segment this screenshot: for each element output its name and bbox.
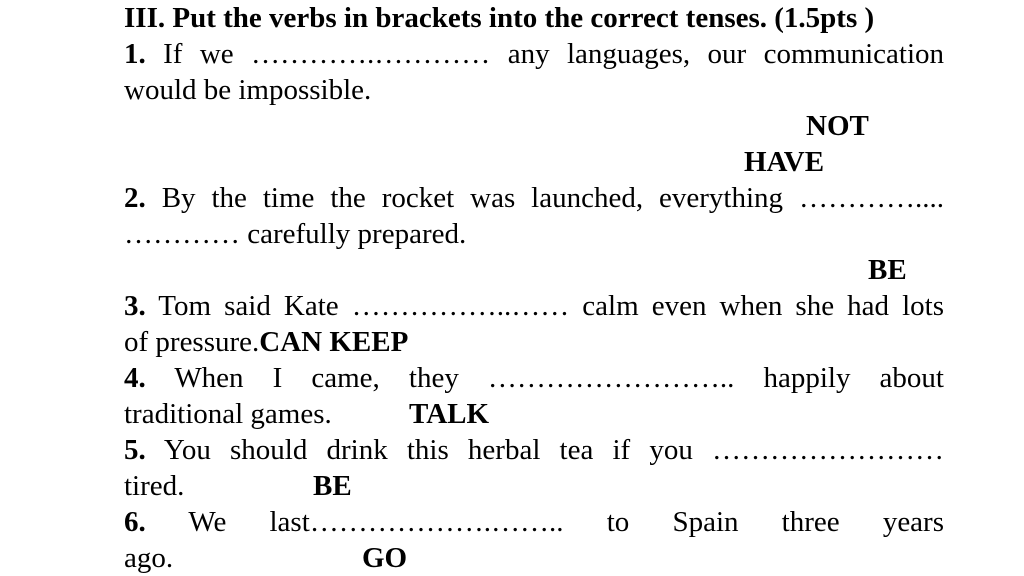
question-4-line-2: traditional games.	[124, 398, 332, 430]
question-text: of pressure.	[124, 326, 260, 358]
question-1-line-1	[124, 36, 944, 72]
question-text: When I came, they …………………….. happily about	[174, 362, 944, 394]
question-1-line-2: would be impossible.	[124, 74, 372, 106]
question-3-line-2	[124, 324, 944, 360]
question-2-keyword: BE	[868, 254, 907, 286]
question-number: 4.	[124, 362, 146, 394]
question-1-keyword-not: NOT	[806, 110, 869, 142]
question-text: You should drink this herbal tea if you ……………………	[163, 434, 944, 466]
question-3-line-1	[124, 288, 944, 324]
question-number: 2.	[124, 182, 146, 214]
question-4-keyword: TALK	[409, 398, 490, 430]
question-text: Tom said Kate ……………..…… calm even when she had lots	[158, 290, 944, 322]
question-2-line-1	[124, 180, 944, 216]
question-6-keyword: GO	[362, 542, 408, 574]
question-1-keyword-have: HAVE	[744, 146, 825, 178]
question-text-part-2: to Spain three years	[606, 506, 945, 538]
question-6-line-2: ago.	[124, 542, 174, 574]
question-4-line-1	[124, 360, 944, 396]
question-text: If we ………….………… any languages, our communication	[163, 38, 944, 70]
exercise-title: III. Put the verbs in brackets into the correct tenses. (1.5pts )	[124, 2, 875, 34]
question-5-line-2: tired.	[124, 470, 185, 502]
question-number: 5.	[124, 434, 146, 466]
question-text: By the time the rocket was launched, everything …………....	[161, 182, 944, 214]
question-2-line-2: ………… carefully prepared.	[124, 218, 467, 250]
question-5-line-1	[124, 432, 944, 468]
question-text-part-1: We last……………….……..	[188, 506, 564, 538]
question-number: 1.	[124, 38, 146, 70]
question-3-keyword: CAN KEEP	[259, 326, 409, 358]
question-number: 6.	[124, 506, 146, 538]
question-number: 3.	[124, 290, 146, 322]
question-6-line-1	[124, 504, 944, 540]
question-5-keyword: BE	[313, 470, 352, 502]
